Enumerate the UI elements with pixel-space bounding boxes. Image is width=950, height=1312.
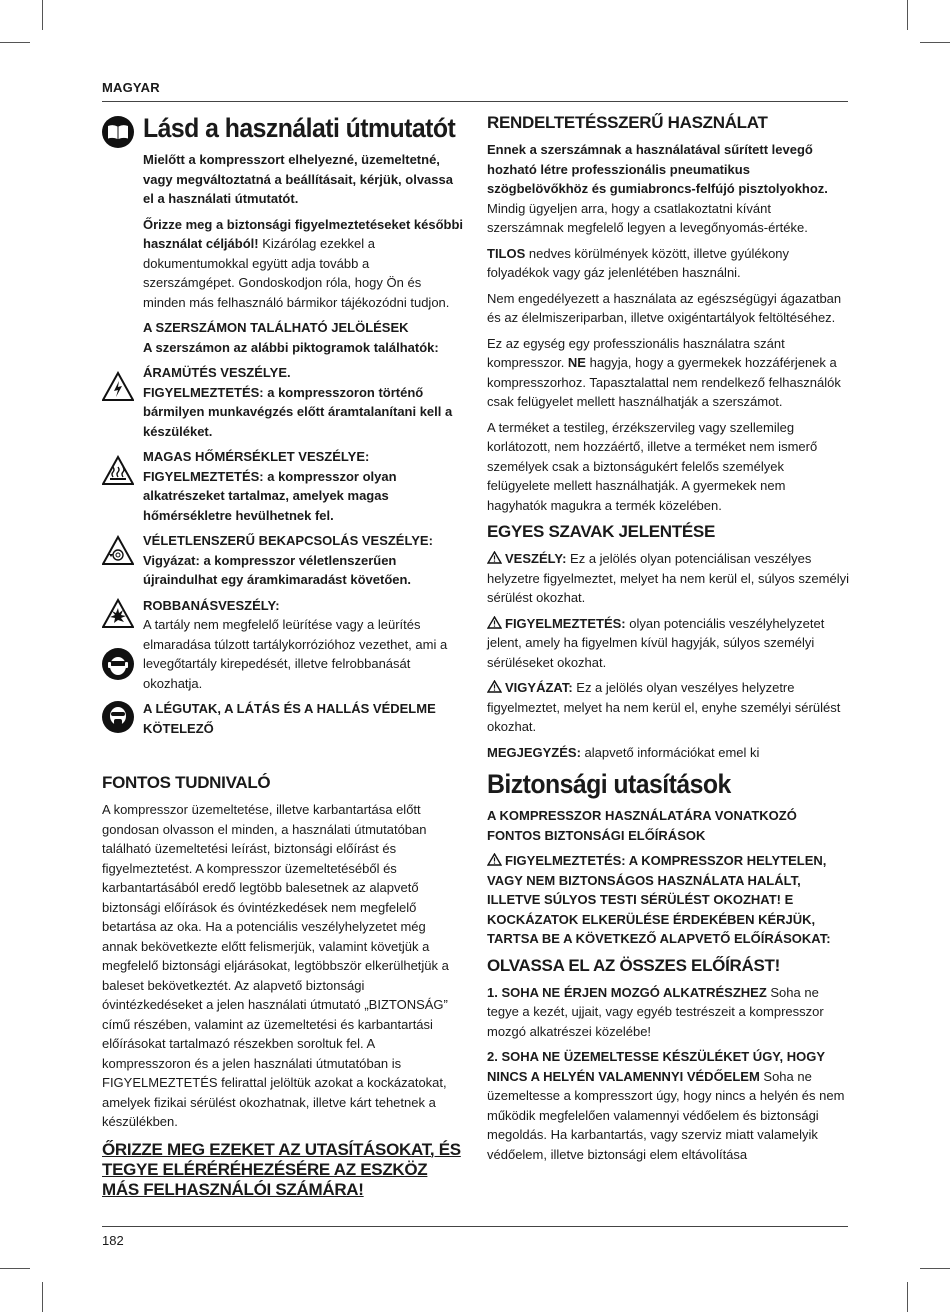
intended-rest: Mindig ügyeljen arra, hogy a csatlakoztatni kívánt szerszámnak megfelelő legyen a levegőnyomás-értéke. xyxy=(487,200,808,235)
crop-mark xyxy=(0,1268,30,1269)
breathing-mask-icon xyxy=(102,701,134,733)
warning-triangle-icon xyxy=(487,551,502,564)
caution-text: Ez a jelölés olyan veszélyes helyzetre figyelmeztet, melyet ha nem kerül el, enyhe személyi sérülést okozhat. xyxy=(487,680,841,734)
warning-triangle-icon xyxy=(487,853,502,866)
signal-words-heading: EGYES SZAVAK JELENTÉSE xyxy=(487,522,715,541)
protective-equipment-icon xyxy=(102,648,134,680)
explosion-icon xyxy=(102,598,134,630)
hot-surface-warning xyxy=(143,447,464,525)
rule-1-text: Soha ne tegye a kezét, ujjait, vagy egyéb testrészeit a kompresszor mozgó alkatrészei közelébe! xyxy=(487,984,824,1039)
caution-definition xyxy=(487,678,849,737)
electric-shock-icon xyxy=(102,371,134,403)
unauthorized-paragraph: Nem engedélyezett a használata az egészségügyi ágazatban és az élelmiszeriparban, illetve oxigéntartályok feltöltéséhez. xyxy=(487,290,842,325)
hot-surface-icon xyxy=(102,455,134,487)
caution-label: VIGYÁZAT: xyxy=(505,680,573,695)
explosion-warning xyxy=(143,596,464,694)
danger-definition xyxy=(487,549,849,608)
note-text: alapvető információkat emel ki xyxy=(580,744,760,760)
important-heading: FONTOS TUDNIVALÓ xyxy=(102,773,271,792)
danger-text: Ez a jelölés olyan potenciálisan veszélyes helyzetre figyelmeztet, melyet ha nem kerül el, súlyos személyi sérülést okozhat. xyxy=(487,551,849,605)
rule-2-label: 2. SOHA NE ÜZEMELTESSE KÉSZÜLÉKET ÚGY, HOGY NINCS A HELYÉN VALAMENNYI VÉDŐELEM xyxy=(487,1049,825,1084)
crop-mark xyxy=(907,1282,908,1312)
rule-2 xyxy=(487,1047,849,1164)
manual-section xyxy=(143,112,464,357)
big-warning xyxy=(487,851,849,949)
page-number: 182 xyxy=(102,1233,124,1248)
crop-mark xyxy=(920,42,950,43)
footer-rule xyxy=(102,1226,848,1227)
auto-start-warning xyxy=(143,531,464,590)
intended-use-paragraph xyxy=(487,140,849,238)
crop-mark xyxy=(42,1282,43,1312)
forbidden-word: TILOS xyxy=(487,245,526,261)
electric-title: ÁRAMÜTÉS VESZÉLYE. xyxy=(143,365,291,380)
read-all-heading: OLVASSA EL AZ ÖSSZES ELŐÍRÁST! xyxy=(487,955,780,975)
warning-label: FIGYELMEZTETÉS: xyxy=(505,615,626,631)
hot-text: FIGYELMEZTETÉS: a kompresszor olyan alkatrészeket tartalmaz, amelyek magas hőmérsékletre hevülhetnek fel. xyxy=(143,468,397,523)
book-icon xyxy=(102,116,134,148)
keep-rest: Kizárólag ezekkel a dokumentumokkal együtt adja tovább a szerszámgépet. Gondoskodjon róla, hogy Ön és minden más felhasználó bármikor tájékozódni tudjon. xyxy=(143,236,450,310)
intended-use-heading: RENDELTETÉSSZERŰ HASZNÁLAT xyxy=(487,113,768,132)
protection-text: A LÉGUTAK, A LÁTÁS ÉS A HALLÁS VÉDELME KÖTELEZŐ xyxy=(143,701,436,736)
auto-start-title: VÉLETLENSZERŰ BEKAPCSOLÁS VESZÉLYE: xyxy=(143,533,433,548)
spacer xyxy=(102,744,464,766)
warning-text: olyan potenciális veszélyhelyzetet jelent, amely ha figyelmen kívül hagyják, súlyos személyi sérüléseket okozhat. xyxy=(487,615,825,670)
markings-subheading: A szerszámon az alábbi piktogramok találhatók: xyxy=(143,339,439,355)
note-label: MEGJEGYZÉS: xyxy=(487,744,581,760)
note-definition xyxy=(487,743,849,763)
automatic-start-icon xyxy=(102,535,134,567)
danger-label: VESZÉLY: xyxy=(505,551,567,566)
keep-instructions: ŐRIZZE MEG EZEKET AZ UTASÍTÁSOKAT, ÉS TEGYE ELÉRÉRÉHEZÉSÉRE AZ ESZKÖZ MÁS FELHASZNÁLÓI SZÁMÁRA! xyxy=(102,1139,461,1199)
crop-mark xyxy=(907,0,908,30)
right-column xyxy=(487,112,849,1170)
forbidden-text: nedves körülmények között, illetve gyúlékony folyadékok vagy gáz jelenlétében használni. xyxy=(487,245,790,280)
intro-text: Mielőtt a kompresszort elhelyezné, üzemeltetné, vagy megváltoztatná a beállításait, kérjük, olvassa el a használati útmutatót. xyxy=(143,152,453,206)
rule-1 xyxy=(487,983,849,1042)
language-label: MAGYAR xyxy=(102,80,160,95)
rule-1-label: 1. SOHA NE ÉRJEN MOZGÓ ALKATRÉSZHEZ xyxy=(487,984,767,1000)
page-title: Lásd a használati útmutatót xyxy=(143,113,456,143)
explosion-text: A tartály nem megfelelő leürítése vagy a leürítés elmaradása túlzott tartálykorrózióhoz vezethet, ami a levegőtartály kirepedését, illetve felrobbanását okozhatja. xyxy=(143,617,448,691)
crop-mark xyxy=(920,1268,950,1269)
important-text: A kompresszor üzemeltetése, illetve karbantartása előtt gondosan olvasson el minden, a használati útmutatóban található üzemeltetési leírást, biztonsági előírást és figyelmeztetést. A kompresszor üzemeltetéséből és karbantartásából eredő legtöbb balesetnek az alapvető biztonsági előírások és óvintézkedések nem megfelelő betartása az oka. Ha a potenciális veszélyhelyzetet még annak bekövetkezte előtt felismerjük, valamint követjük a megfelelő biztonsági eljárásokat, legtöbbször elkerülhetjük a baleset bekövetkeztét. Az alapvető biztonsági óvintézkedéseket a jelen használati útmutató „BIZTONSÁG” című részében, valamint az üzemeltetési és karbantartási előírásokat tartalmazó részekben soroltuk fel. A kompresszoron és a jelen használati útmutatóban is FIGYELMEZTETÉS felirattal jelöltük azokat a kockázatokat, amelyek fizikai sérülést okozhatnak, illetve kárt tehetnek a készülékben. xyxy=(102,802,449,1129)
keep-bold: Őrizze meg a biztonsági figyelmeztetéseket későbbi használat céljából! xyxy=(143,216,464,251)
crop-mark xyxy=(0,42,30,43)
electric-text: FIGYELMEZTETÉS: a kompresszoron történő bármilyen munkavégzés előtt áramtalanítani kell a készüléket. xyxy=(143,384,453,439)
professional-ne: NE xyxy=(567,355,586,370)
warning-triangle-icon xyxy=(487,680,502,693)
warning-definition xyxy=(487,614,849,673)
protection-mandatory xyxy=(143,699,464,738)
keep-paragraph xyxy=(143,215,464,313)
forbidden-paragraph xyxy=(487,244,849,283)
header-rule xyxy=(102,101,848,102)
compressor-safety-heading: A KOMPRESSZOR HASZNÁLATÁRA VONATKOZÓ FONTOS BIZTONSÁGI ELŐÍRÁSOK xyxy=(487,808,797,843)
hot-title: MAGAS HŐMÉRSÉKLET VESZÉLYE: xyxy=(143,449,370,464)
intended-bold: Ennek a szerszámnak a használatával sűrített levegő hozható létre professzionális pneumatikus szögbelövőkhöz és gumiabroncs-felfújó pisztolyokhoz. xyxy=(487,142,828,196)
auto-start-text: Vigyázat: a kompresszor véletlenszerűen újraindulhat egy áramkimaradást követően. xyxy=(143,552,412,587)
professional-paragraph xyxy=(487,334,849,412)
rule-2-text: Soha ne üzemeltesse a kompresszort úgy, hogy nincs a helyén és nem működik megfelelően valamennyi védőelem és biztonsági megoldás. Ha karbantartás, vagy szerviz miatt valamelyik védőelem, illetve biztonsági elem eltávolítása xyxy=(487,1068,845,1162)
professional-text-2: hagyja, hogy a gyermekek hozzáférjenek a kompresszorhoz. Tapasztalattal nem rendelkező felhasználók csak felügyelet mellett használhatják a szerszámot. xyxy=(487,355,841,409)
warning-triangle-icon xyxy=(487,616,502,629)
markings-heading: A SZERSZÁMON TALÁLHATÓ JELÖLÉSEK xyxy=(143,320,409,335)
electric-warning xyxy=(143,363,464,441)
impaired-paragraph: A terméket a testileg, érzékszervileg vagy szellemileg korlátozott, nem hozzáértő, illetve a terméket nem ismerő személyek csak a biztonságukért felelős személyek felügyelete mellett használhatják. A gyermekek nem hagyhatók magukra a termék közelében. xyxy=(487,419,818,513)
left-column xyxy=(102,112,464,1206)
explosion-title: ROBBANÁSVESZÉLY: xyxy=(143,597,280,613)
safety-title: Biztonsági utasítások xyxy=(487,769,731,799)
professional-text-1: Ez az egység egy professzionális használatra szánt kompresszor. xyxy=(487,335,785,370)
crop-mark xyxy=(42,0,43,30)
big-warning-text: FIGYELMEZTETÉS: A KOMPRESSZOR HELYTELEN, VAGY NEM BIZTONSÁGOS HASZNÁLATA HALÁLT, ILLETVE SÚLYOS TESTI SÉRÜLÉST OKOZHAT! E KOCKÁZATOK ELKERÜLÉSE ÉRDEKÉBEN KÉRJÜK, TARTSA BE A KÖVETKEZŐ ALAPVETŐ ELŐÍRÁSOKAT: xyxy=(487,853,831,946)
